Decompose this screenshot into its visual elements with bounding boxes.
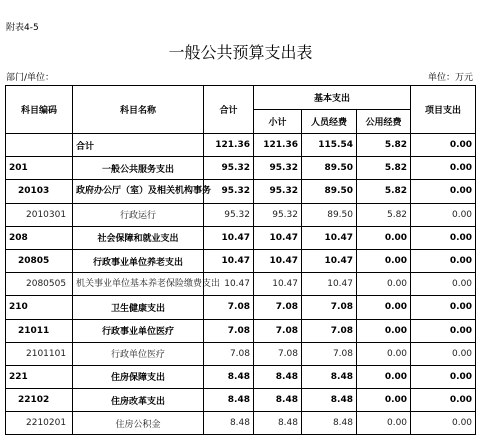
- cell-public: 0.00: [357, 273, 411, 296]
- cell-code: 201: [6, 157, 73, 180]
- cell-total: 8.48: [204, 412, 254, 435]
- header-personnel: 人员经费: [302, 110, 357, 134]
- unit-label: 单位：万元: [427, 73, 473, 83]
- cell-subtotal: 8.48: [254, 365, 302, 388]
- cell-project: 0.00: [411, 134, 476, 157]
- cell-subtotal: 8.48: [254, 389, 302, 412]
- cell-personnel: 115.54: [302, 134, 357, 157]
- cell-personnel: 89.50: [302, 180, 357, 203]
- cell-subtotal: 7.08: [254, 342, 302, 365]
- page-title: 一般公共预算支出表: [168, 43, 313, 62]
- cell-project: 0.00: [411, 226, 476, 249]
- table-row: [6, 365, 476, 388]
- cell-project: 0.00: [411, 157, 476, 180]
- cell-subtotal: 8.48: [254, 412, 302, 435]
- cell-subtotal: 95.32: [254, 157, 302, 180]
- cell-total: 95.32: [204, 180, 254, 203]
- table-row: [6, 319, 476, 342]
- cell-personnel: 10.47: [302, 249, 357, 272]
- cell-total: 95.32: [204, 157, 254, 180]
- cell-public: 0.00: [357, 365, 411, 388]
- cell-name: 行政单位医疗: [73, 342, 204, 365]
- table-row: [6, 342, 476, 365]
- cell-code: 2080505: [6, 273, 73, 296]
- cell-public: 5.82: [357, 203, 411, 226]
- table-row: [6, 203, 476, 226]
- cell-personnel: 8.48: [302, 412, 357, 435]
- cell-code: 20103: [6, 180, 73, 203]
- cell-project: 0.00: [411, 389, 476, 412]
- cell-code: 210: [6, 296, 73, 319]
- header-basic: 基本支出: [254, 86, 411, 110]
- cell-public: 0.00: [357, 226, 411, 249]
- cell-total: 10.47: [204, 273, 254, 296]
- cell-subtotal: 95.32: [254, 203, 302, 226]
- cell-project: 0.00: [411, 319, 476, 342]
- cell-total: 7.08: [204, 342, 254, 365]
- attachment-note: 附表4-5: [6, 23, 39, 33]
- cell-project: 0.00: [411, 412, 476, 435]
- header-public: 公用经费: [357, 110, 411, 134]
- cell-name: 行政运行: [73, 203, 204, 226]
- cell-project: 0.00: [411, 273, 476, 296]
- cell-name: 合计: [73, 134, 204, 157]
- cell-total: 8.48: [204, 365, 254, 388]
- cell-subtotal: 121.36: [254, 134, 302, 157]
- department-label: 部门/单位：: [6, 73, 55, 83]
- cell-subtotal: 10.47: [254, 226, 302, 249]
- cell-public: 5.82: [357, 157, 411, 180]
- cell-subtotal: 7.08: [254, 319, 302, 342]
- cell-name: 一般公共服务支出: [73, 157, 204, 180]
- cell-total: 7.08: [204, 296, 254, 319]
- cell-total: 8.48: [204, 389, 254, 412]
- cell-name: 行政事业单位养老支出: [73, 249, 204, 272]
- cell-total: 121.36: [204, 134, 254, 157]
- cell-subtotal: 7.08: [254, 296, 302, 319]
- cell-code: 21011: [6, 319, 73, 342]
- cell-personnel: 8.48: [302, 365, 357, 388]
- cell-public: 0.00: [357, 342, 411, 365]
- cell-code: 221: [6, 365, 73, 388]
- cell-project: 0.00: [411, 365, 476, 388]
- header-subtotal: 小计: [254, 110, 302, 134]
- cell-name: 住房公积金: [73, 412, 204, 435]
- cell-public: 0.00: [357, 249, 411, 272]
- table-row: [6, 226, 476, 249]
- cell-public: 0.00: [357, 389, 411, 412]
- cell-subtotal: 95.32: [254, 180, 302, 203]
- header-project: 项目支出: [411, 86, 476, 134]
- cell-code: 22102: [6, 389, 73, 412]
- cell-code: [6, 134, 73, 157]
- cell-project: 0.00: [411, 249, 476, 272]
- cell-personnel: 89.50: [302, 203, 357, 226]
- cell-name: 住房改革支出: [73, 389, 204, 412]
- cell-project: 0.00: [411, 180, 476, 203]
- cell-personnel: 8.48: [302, 389, 357, 412]
- cell-personnel: 7.08: [302, 296, 357, 319]
- cell-public: 5.82: [357, 134, 411, 157]
- cell-name: 行政事业单位医疗: [73, 319, 204, 342]
- cell-project: 0.00: [411, 342, 476, 365]
- cell-public: 5.82: [357, 180, 411, 203]
- header-code: 科目编码: [6, 86, 73, 134]
- table-row: [6, 389, 476, 412]
- cell-name: 卫生健康支出: [73, 296, 204, 319]
- cell-total: 95.32: [204, 203, 254, 226]
- cell-code: 208: [6, 226, 73, 249]
- cell-code: 2210201: [6, 412, 73, 435]
- cell-public: 0.00: [357, 319, 411, 342]
- cell-total: 10.47: [204, 226, 254, 249]
- budget-table: [5, 85, 476, 435]
- cell-public: 0.00: [357, 412, 411, 435]
- cell-subtotal: 10.47: [254, 249, 302, 272]
- table-row: [6, 273, 476, 296]
- table-row: [6, 249, 476, 272]
- cell-name: 住房保障支出: [73, 365, 204, 388]
- cell-personnel: 89.50: [302, 157, 357, 180]
- table-row: [6, 412, 476, 435]
- cell-code: 2101101: [6, 342, 73, 365]
- table-row: [6, 180, 476, 203]
- cell-personnel: 10.47: [302, 273, 357, 296]
- cell-project: 0.00: [411, 296, 476, 319]
- cell-public: 0.00: [357, 296, 411, 319]
- cell-total: 7.08: [204, 319, 254, 342]
- cell-project: 0.00: [411, 203, 476, 226]
- cell-name: 社会保障和就业支出: [73, 226, 204, 249]
- header-name: 科目名称: [73, 86, 204, 134]
- cell-code: 2010301: [6, 203, 73, 226]
- table-row: [6, 296, 476, 319]
- cell-subtotal: 10.47: [254, 273, 302, 296]
- cell-personnel: 10.47: [302, 226, 357, 249]
- table-row: [6, 134, 476, 157]
- cell-name: 机关事业单位基本养老保险缴费支出: [73, 273, 204, 296]
- cell-total: 10.47: [204, 249, 254, 272]
- cell-personnel: 7.08: [302, 319, 357, 342]
- cell-personnel: 7.08: [302, 342, 357, 365]
- cell-name: 政府办公厅（室）及相关机构事务: [73, 180, 204, 203]
- header-total: 合计: [204, 86, 254, 134]
- cell-code: 20805: [6, 249, 73, 272]
- table-row: [6, 157, 476, 180]
